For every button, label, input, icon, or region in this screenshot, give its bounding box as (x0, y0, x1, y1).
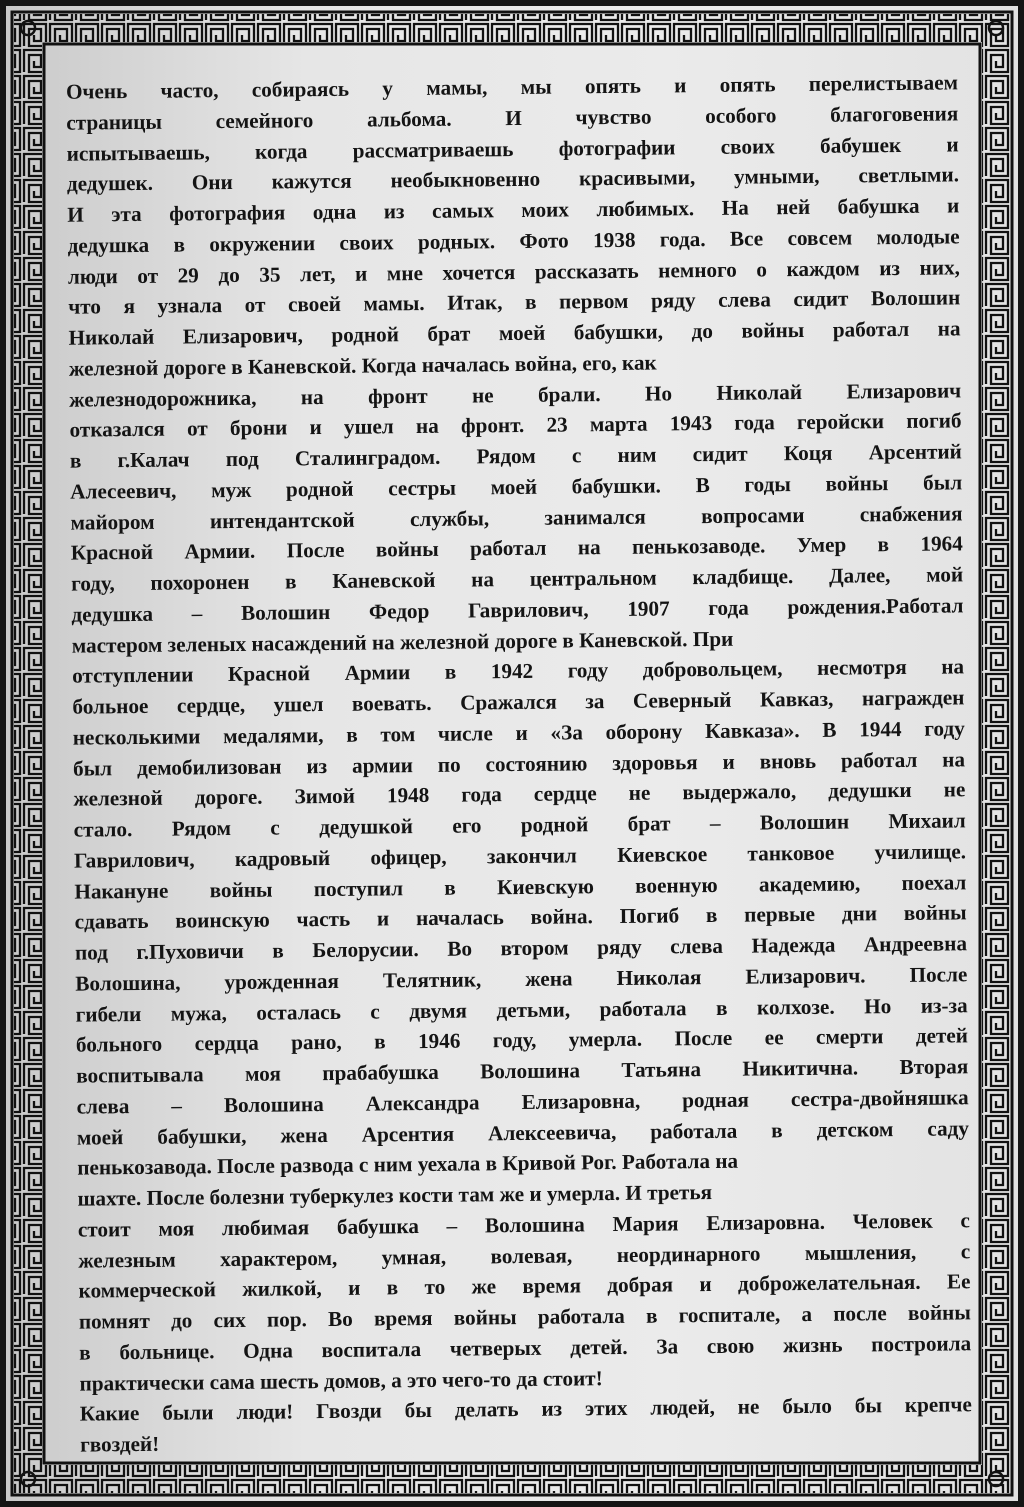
text-line: шахте. После болезни туберкулез кости там же и умерла. И третья (77, 1180, 713, 1211)
text-line: стало. Рядом с дедушкой его родной брат – Волошин Михаил (73, 808, 966, 842)
text-line: гвоздей! (80, 1431, 160, 1457)
text-line: несколькими медалями, в том числе и «За оборону Кавказа». В 1944 году (72, 716, 965, 750)
text-line: коммерческой жилкой, и в то же время добрая и доброжелательная. Ее (78, 1269, 971, 1303)
text-line: Николай Елизарович, родной брат моей бабушки, до войны работал на (68, 316, 961, 350)
text-line: железнодорожника, на фронт не брали. Но Николай Елизарович (69, 377, 962, 412)
text-line: в больнице. Одна воспитала четверых детей. За свою жизнь построила (79, 1331, 972, 1365)
text-line: железной дороге. Зимой 1948 года сердце не выдержало, дедушки не (73, 777, 966, 811)
text-line: практически сама шесть домов, а это чего-то да стоит! (79, 1365, 603, 1396)
text-line: железной дороге в Каневской. Когда началась война, его, как (68, 350, 657, 381)
text-line: дедушка в окружении своих родных. Фото 1938 года. Все совсем молодые (67, 224, 960, 258)
text-line: Гаврилович, кадровый офицер, закончил Киевское танковое училище. (73, 839, 967, 873)
text-line: под г.Пуховичи в Белорусии. Во втором ряду слева Надежда Андреевна (74, 931, 968, 965)
text-line: дедушка – Волошин Федор Гаврилович, 1907 года рождения.Работал (71, 593, 964, 627)
text-line: майором интендантской службы, занимался вопросами снабжения (70, 500, 963, 535)
memoir-text (65, 67, 972, 1457)
text-line: помнят до сих пор. Во время войны работала в госпитале, а после войны (78, 1300, 971, 1334)
text-line: пенькозавода. После развода с ним уехала в Кривой Рог. Работала на (77, 1148, 739, 1180)
text-line: люди от 29 до 35 лет, и мне хочется рассказать немного о каждом из них, (67, 254, 961, 289)
text-line: гибели мужа, осталась с двумя детьми, работала в колхозе. Но из-за (75, 992, 968, 1027)
text-line: больного сердца рано, в 1946 году, умерла. После ее смерти детей (75, 1023, 969, 1057)
text-line: воспитывала моя прабабушка Волошина Татьяна Никитична. Вторая (76, 1054, 969, 1088)
text-line: больное сердце, ушел воевать. Сражался за Северный Кавказ, награжден (72, 685, 965, 719)
text-line: И эта фотография одна из самых моих любимых. На ней бабушка и (67, 193, 960, 227)
text-line: железным характером, умная, волевая, неординарного мышления, с (78, 1238, 971, 1273)
text-line: Очень часто, собираясь у мамы, мы опять и опять перелистываем (65, 70, 959, 104)
text-line: Накануне войны поступил в Киевскую военную академию, поехал (74, 869, 967, 904)
text-line: слева – Волошина Александра Елизаровна, родная сестра-двойняшка (76, 1085, 969, 1119)
text-line: году, похоронен в Каневской на центральном кладбище. Далее, мой (71, 562, 964, 596)
text-line: страницы семейного альбома. И чувство особого благоговения (66, 101, 959, 135)
text-line: дедушек. Они кажутся необыкновенно красивыми, умными, светлыми. (66, 162, 960, 196)
text-line: моей бабушки, жена Арсентия Алексеевича, работала в детском саду (76, 1115, 970, 1150)
text-line: мастером зеленых насаждений на железной дороге в Каневской. При (71, 626, 734, 658)
text-line: Какие были люди! Гвозди бы делать из этих людей, не было бы крепче (79, 1392, 972, 1426)
text-line: сдавать воинскую часть и началась война. Погиб в первые дни войны (74, 900, 967, 934)
text-line: отступлении Красной Армии в 1942 году добровольцем, несмотря на (72, 654, 965, 688)
text-line: отказался от брони и ушел на фронт. 23 марта 1943 года геройски погиб (69, 408, 962, 442)
text-line: Алесеевич, муж родной сестры моей бабушки. В годы войны был (70, 470, 963, 504)
text-line: стоит моя любимая бабушка – Волошина Мария Елизаровна. Человек с (77, 1208, 970, 1242)
text-line: в г.Калач под Сталинградом. Рядом с ним сидит Коця Арсентий (69, 439, 962, 473)
text-line: Красной Армии. После войны работал на пенькозаводе. Умер в 1964 (70, 531, 963, 565)
text-line: был демобилизован из армии по состоянию здоровья и вновь работал на (72, 746, 966, 781)
text-line: испытываешь, когда рассматриваешь фотографии своих бабушек и (66, 131, 959, 166)
text-line: что я узнала от своей мамы. Итак, в первом ряду слева сидит Волошин (68, 285, 961, 319)
text-line: Волошина, урожденная Телятник, жена Николая Елизарович. После (75, 962, 968, 996)
